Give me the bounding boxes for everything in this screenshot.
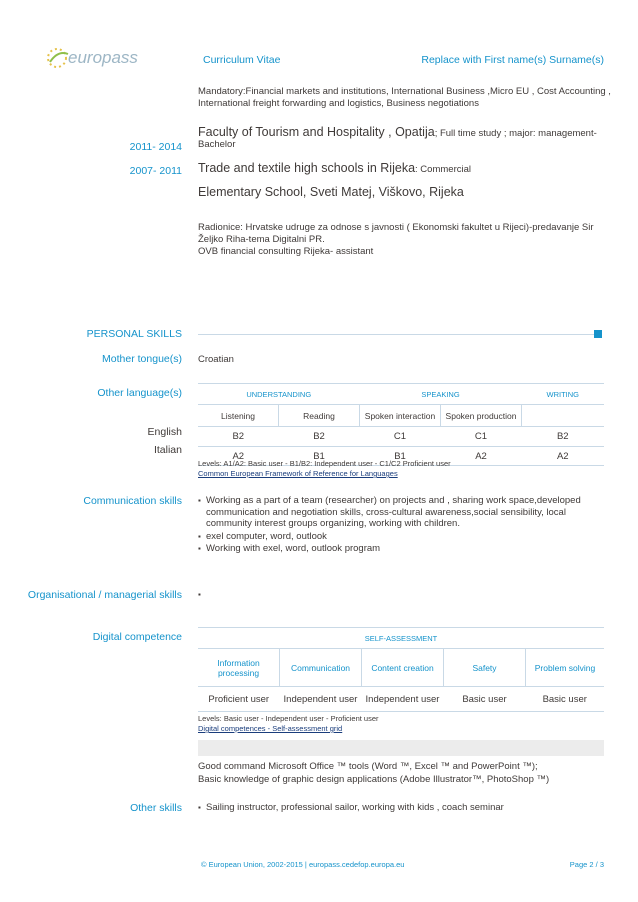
education-dates-1: 2011- 2014	[129, 141, 182, 153]
education-highschool: Trade and textile high schools in Rijeka: Commercial	[198, 161, 471, 175]
digital-gray-band	[198, 740, 604, 756]
spoken-production-header: Spoken production	[441, 405, 522, 427]
info-processing-header: Information processing	[198, 649, 280, 687]
list-item: ▪ exel computer, word, outlook	[198, 531, 598, 543]
self-assessment-header: SELF-ASSESSMENT	[364, 633, 438, 643]
language-levels-note: Levels: A1/A2: Basic user - B1/B2: Independent user - C1/C2 Proficient user	[198, 459, 451, 468]
workshops-line-2: Željko Riha-tema Digitalni PR.	[198, 234, 325, 245]
understanding-header: UNDERSTANDING	[246, 389, 312, 399]
table-row: A2 B1 B1 A2 A2	[198, 447, 604, 466]
languages-table	[198, 383, 604, 466]
cv-title: Curriculum Vitae	[203, 54, 281, 66]
listening-header: Listening	[198, 405, 279, 427]
language-italian: Italian	[153, 444, 182, 456]
europass-stars-icon	[44, 46, 70, 70]
mother-tongue-label: Mother tongue(s)	[102, 353, 182, 365]
problem-solving-header: Problem solving	[534, 662, 596, 673]
education-faculty: Faculty of Tourism and Hospitality , Opatija; Full time study ; major: management-	[198, 125, 597, 139]
reading-header: Reading	[279, 405, 360, 427]
personal-skills-heading: PERSONAL SKILLS	[86, 328, 182, 340]
digital-grid-link[interactable]: Digital competences - Self-assessment grid	[198, 724, 343, 733]
mandatory-courses: Mandatory:Financial markets and institutions, International Business ,Micro EU , Cost Accounting ,	[198, 86, 611, 97]
other-skills-label: Other skills	[130, 802, 182, 814]
communication-header: Communication	[280, 649, 362, 687]
workshops-line-1: Radionice: Hrvatske udruge za odnose s javnosti ( Ekonomski fakultet u Rijeci)-predavanje Sir	[198, 222, 594, 233]
education-elementary: Elementary School, Sveti Matej, Viškovo, Rijeka	[198, 185, 464, 199]
digital-label: Digital competence	[92, 631, 182, 643]
language-english: English	[147, 426, 182, 438]
digital-desc-2: Basic knowledge of graphic design applications (Adobe Illustrator™, PhotoShop ™)	[198, 774, 550, 785]
mandatory-courses-2: International freight forwarding and logistics, Business negotiations	[198, 98, 479, 109]
europass-logo	[44, 44, 138, 72]
list-item: ▪ Working with exel, word, outlook program	[198, 543, 598, 555]
digital-desc-1: Good command Microsoft Office ™ tools (Word ™, Excel ™ and PowerPoint ™);	[198, 761, 538, 772]
organisational-label: Organisational / managerial skills	[27, 589, 182, 601]
mother-tongue-value: Croatian	[198, 354, 234, 365]
safety-header: Safety	[444, 649, 526, 687]
writing-header: WRITING	[546, 389, 579, 399]
logo-text: europass	[68, 48, 138, 67]
digital-levels-note: Levels: Basic user - Independent user - Proficient user	[198, 714, 379, 723]
education-degree: Bachelor	[198, 139, 236, 150]
footer-copyright: © European Union, 2002-2015 | europass.cedefop.europa.eu	[201, 860, 405, 869]
section-marker	[594, 330, 602, 338]
other-languages-label: Other language(s)	[97, 387, 182, 399]
education-dates-2: 2007- 2011	[129, 165, 182, 177]
framework-link[interactable]: Common European Framework of Reference for Languages	[198, 469, 398, 478]
table-row: Proficient user Independent user Independent user Basic user Basic user	[198, 687, 604, 712]
workshops-line-3: OVB financial consulting Rijeka- assistant	[198, 246, 374, 257]
list-item: ▪ Sailing instructor, professional sailor, working with kids , coach seminar	[198, 802, 504, 814]
page-number: Page 2 / 3	[569, 860, 604, 869]
list-item	[198, 589, 209, 601]
speaking-header: SPEAKING	[421, 389, 460, 399]
list-item: ▪ Working as a part of a team (researcher) on projects and , sharing work space,developed communication and negotiation skills, cross-cultural awareness,social sensibility, local community interest groups organizing, working with children.	[198, 495, 598, 530]
candidate-name: Replace with First name(s) Surname(s)	[421, 54, 604, 66]
communication-label: Communication skills	[83, 495, 182, 507]
digital-table	[198, 627, 604, 712]
table-row: B2 B2 C1 C1 B2	[198, 427, 604, 447]
section-divider	[198, 334, 596, 335]
content-creation-header: Content creation	[362, 649, 444, 687]
spoken-interaction-header: Spoken interaction	[360, 405, 441, 427]
